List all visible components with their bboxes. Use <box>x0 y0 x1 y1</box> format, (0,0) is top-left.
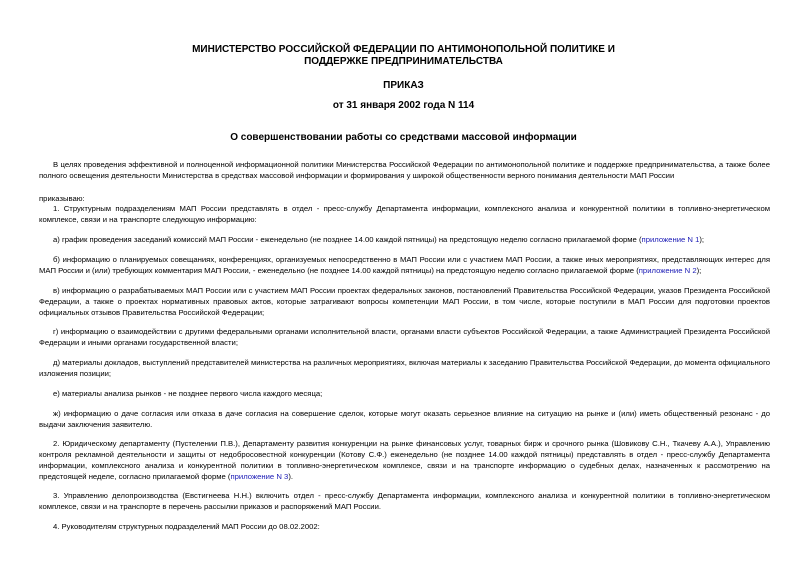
paragraph-3-text: 3. Управлению делопроизводства (Евстигнеева Н.Н.) включить отдел - пресс-службу Департамента информации, комплексного анализа и конкурентной политики в топливно-энергетическом комплексе, связи и на транспорте в перечень рассылки приказов и распоряжений МАП России. <box>39 491 770 511</box>
paragraph-zh-text: ж) информацию о даче согласия или отказа в даче согласия на совершение сделок, которые могут оказать серьезное влияние на ситуацию на рынке и (или) иметь общественный резонанс - до выдачи заключения заявителю. <box>39 409 770 429</box>
paragraph-e <box>39 388 770 399</box>
paragraph-g-text: г) информацию о взаимодействии с другими федеральными органами исполнительной власти, органами власти субъектов Российской Федерации, а также Администрацией Президента Российской Федерации и иными органами государственной власти; <box>39 327 770 347</box>
intro-paragraph <box>39 159 770 181</box>
appendix-2-link[interactable]: приложение N 2 <box>638 266 697 275</box>
paragraph-v <box>39 285 770 318</box>
order-title: ПРИКАЗ <box>383 80 424 91</box>
paragraph-a-end: ); <box>699 235 705 244</box>
ministry-line-1: МИНИСТЕРСТВО РОССИЙСКОЙ ФЕДЕРАЦИИ ПО АНТИМОНОПОЛЬНОЙ ПОЛИТИКЕ И <box>192 44 615 55</box>
paragraph-2 <box>39 438 770 482</box>
paragraph-1 <box>39 203 770 225</box>
paragraph-zh <box>39 408 770 430</box>
paragraph-b <box>39 254 770 276</box>
appendix-1-link[interactable]: приложение N 1 <box>641 235 700 244</box>
document-subject: О совершенствовании работы со средствами массовой информации <box>230 132 577 143</box>
ministry-name <box>0 44 807 68</box>
paragraph-e-text: е) материалы анализа рынков - не позднее первого числа каждого месяца; <box>53 389 323 398</box>
appendix-3-link[interactable]: приложение N 3 <box>230 472 289 481</box>
paragraph-4-text: 4. Руководителям структурных подразделений МАП России до 08.02.2002: <box>53 522 320 531</box>
paragraph-a <box>39 234 770 245</box>
paragraph-d <box>39 357 770 379</box>
paragraph-4 <box>39 521 770 532</box>
paragraph-b-text: б) информацию о планируемых совещаниях, конференциях, организуемых непосредственно в МАП России или с участием МАП России, а также иных мероприятиях, представляющих интерес для МАП России и (или) требующих комментария МАП России, - еженедельно (не позднее 14.00 каждой пятницы) на предстоящую неделю согласно прилагаемой форме ( <box>39 255 770 275</box>
paragraph-2-end: ). <box>288 472 294 481</box>
ministry-line-2: ПОДДЕРЖКЕ ПРЕДПРИНИМАТЕЛЬСТВА <box>304 56 503 67</box>
paragraph-3 <box>39 490 770 512</box>
paragraph-2-text: 2. Юридическому департаменту (Пустелении П.В.), Департаменту развития конкуренции на рынке финансовых услуг, товарных бирж и срочного рынка (Шовикову С.Н., Ткачеву А.А.), Управлению контроля рекламной деятельности и защиты от недобросовестной конкуренции (Котову С.Ф.) еженедельно (не позднее 14.00 каждой пятницы) представлять в отдел - пресс-службу Департамента информации, комплексного анализа и конкурентной политики в топливно-энергетическом комплексе, связи и на транспорте информацию о судебных делах, назначенных к рассмотрению на предстоящей неделе, согласно прилагаемой форме ( <box>39 439 770 481</box>
paragraph-1-text: 1. Структурным подразделениям МАП России представлять в отдел - пресс-службу Департамента информации, комплексного анализа и конкурентной политики в топливно-энергетическом комплексе, связи и на транспорте следующую информацию: <box>39 204 770 224</box>
order-date: от 31 января 2002 года N 114 <box>332 100 475 111</box>
paragraph-b-end: ); <box>696 266 702 275</box>
paragraph-g <box>39 326 770 348</box>
intro-text: В целях проведения эффективной и полноценной информационной политики Министерства Российской Федерации по антимонопольной политике и поддержке предпринимательства, а также более полного освещения деятельности Министерства в средствах массовой информации и формирования у широкой общественности верного понимания деятельности МАП России <box>39 160 770 180</box>
paragraph-a-text: а) график проведения заседаний комиссий МАП России - еженедельно (не позднее 14.00 каждой пятницы) на предстоящую неделю согласно прилагаемой форме ( <box>53 235 642 244</box>
paragraph-v-text: в) информацию о разрабатываемых МАП России или с участием МАП России проектах федеральных законов, постановлений Правительства Российской Федерации, указов Президента Российской Федерации, а также о проектах нормативных правовых актов, которые затрагивают вопросы компетенции МАП России, в том числе, которые поступили в МАП России для подготовки проектов официальных отзывов Правительства Российской Федерации; <box>39 286 770 317</box>
paragraph-d-text: д) материалы докладов, выступлений представителей министерства на различных мероприятиях, включая материалы к заседанию Правительства Российской Федерации, до момента официального изложения позиции; <box>39 358 770 378</box>
order-word-text: приказываю: <box>39 194 85 203</box>
